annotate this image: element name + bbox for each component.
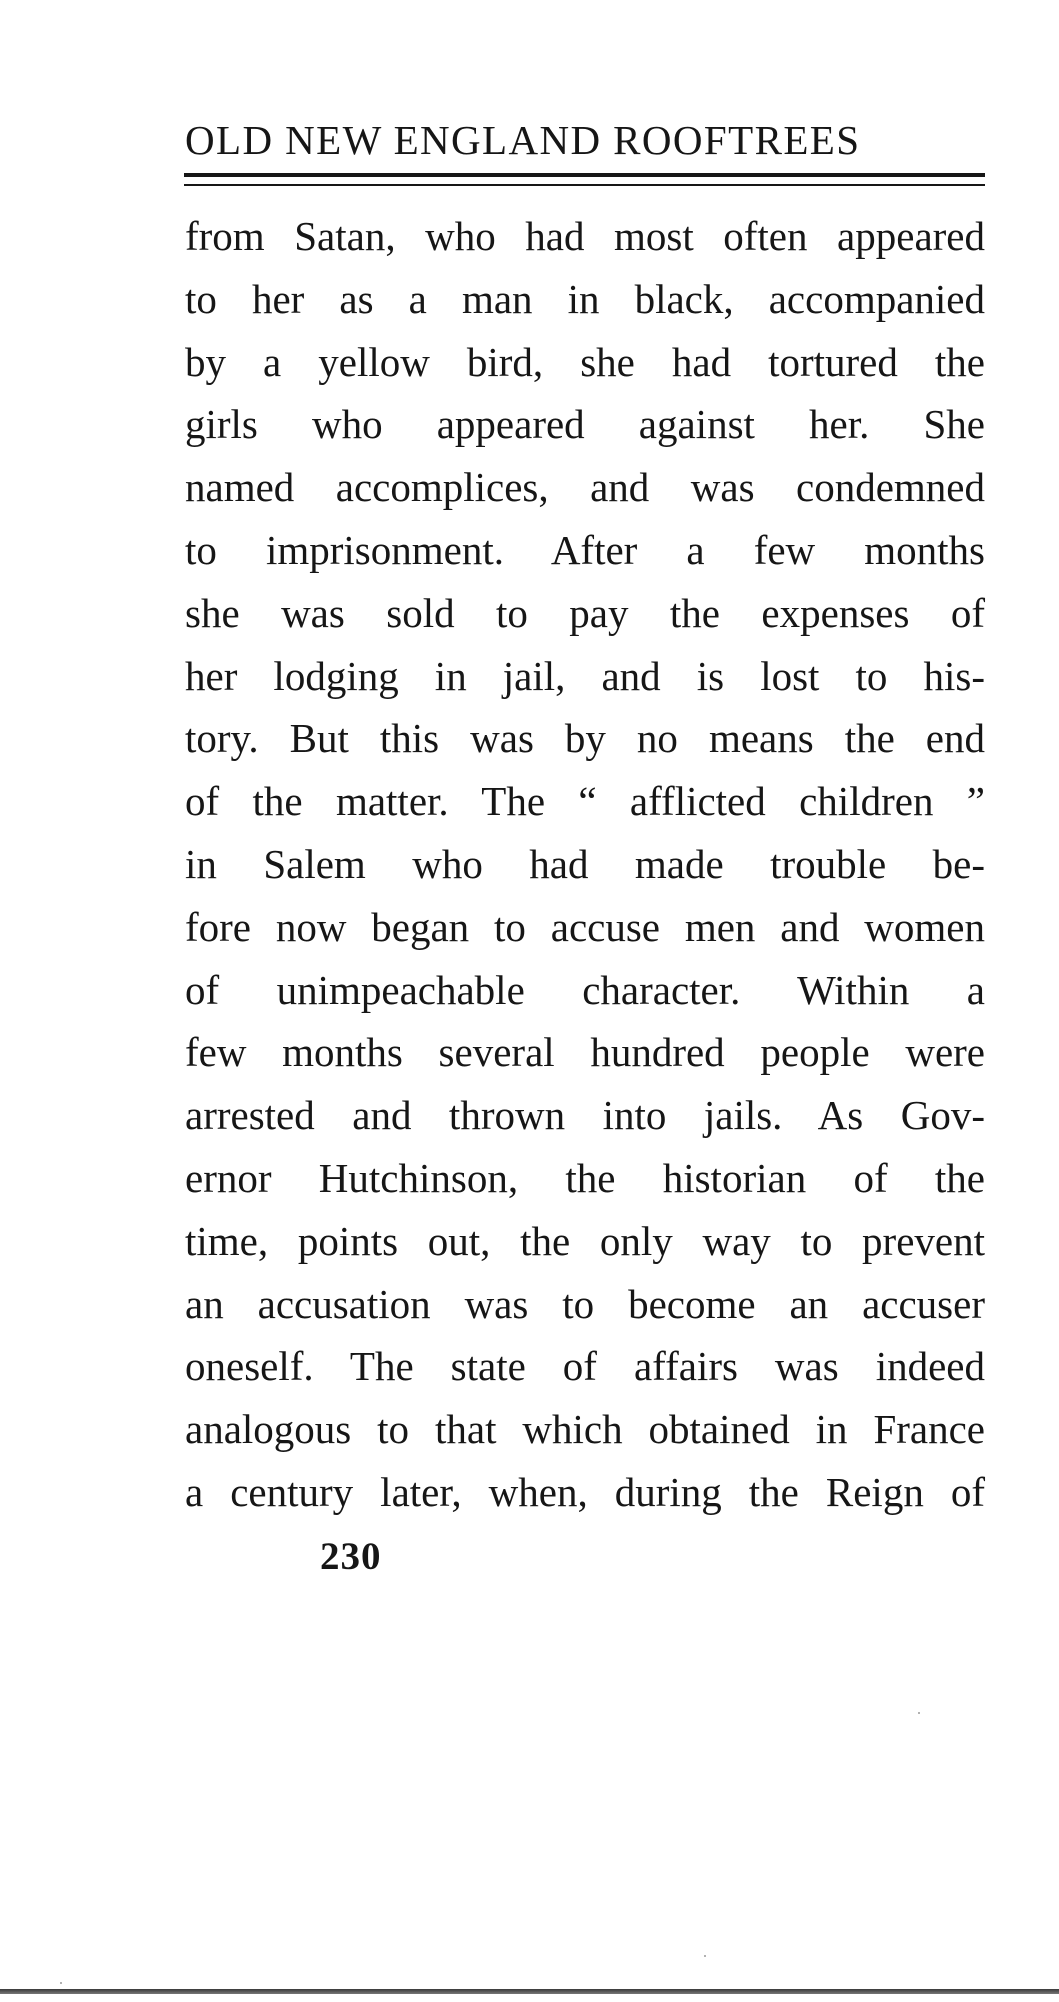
- text-line: ernor Hutchinson, the historian of the: [185, 1154, 985, 1201]
- text-line: to imprisonment. After a few months: [185, 526, 985, 573]
- page-number: 230: [320, 1535, 382, 1578]
- text-line: her lodging in jail, and is lost to his-: [185, 652, 985, 699]
- text-line: analogous to that which obtained in France: [185, 1406, 985, 1453]
- text-line: tory. But this was by no means the end: [185, 715, 985, 762]
- text-line: a century later, when, during the Reign of: [185, 1468, 985, 1515]
- text-line: arrested and thrown into jails. As Gov-: [185, 1092, 985, 1139]
- text-line: few months several hundred people were: [185, 1029, 985, 1076]
- paper-speck: [918, 1712, 920, 1714]
- body-text: [185, 205, 985, 1524]
- text-line: of the matter. The “ afflicted children ”: [185, 778, 985, 825]
- text-line: of unimpeachable character. Within a: [185, 966, 985, 1013]
- text-line: fore now began to accuse men and women: [185, 903, 985, 950]
- text-line: by a yellow bird, she had tortured the: [185, 338, 985, 385]
- text-line: girls who appeared against her. She: [185, 401, 985, 448]
- text-line: named accomplices, and was condemned: [185, 464, 985, 511]
- header-rule-thin: [184, 184, 985, 186]
- paper-speck: [704, 1955, 706, 1957]
- text-line: to her as a man in black, accompanied: [185, 275, 985, 322]
- text-line: she was sold to pay the expenses of: [185, 589, 985, 636]
- header-rule-thick: [184, 173, 985, 177]
- text-line: oneself. The state of affairs was indeed: [185, 1343, 985, 1390]
- text-line: in Salem who had made trouble be-: [185, 840, 985, 887]
- paper-speck: [60, 1982, 62, 1984]
- text-line: from Satan, who had most often appeared: [185, 213, 985, 259]
- running-head: OLD NEW ENGLAND ROOFTREES: [185, 117, 861, 163]
- text-line: an accusation was to become an accuser: [185, 1280, 985, 1327]
- text-line: time, points out, the only way to prevent: [185, 1217, 985, 1264]
- page-bottom-edge: [0, 1989, 1059, 1994]
